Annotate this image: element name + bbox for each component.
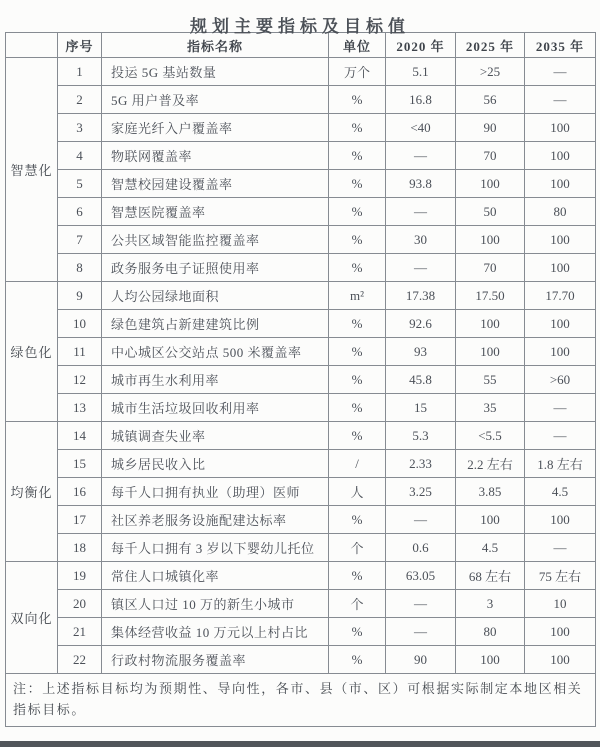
unit: % [329, 394, 386, 422]
indicator-name: 镇区人口过 10 万的新生小城市 [102, 590, 329, 618]
row-seq: 11 [58, 338, 102, 366]
value-2020: 16.8 [386, 86, 456, 114]
table-row [6, 282, 596, 310]
unit: / [329, 450, 386, 478]
value-2020: 93 [386, 338, 456, 366]
unit: % [329, 422, 386, 450]
value-2035: 10 [525, 590, 596, 618]
table-row [6, 394, 596, 422]
unit: % [329, 170, 386, 198]
value-2035: 75 左右 [525, 562, 596, 590]
group-label: 均衡化 [6, 422, 58, 562]
unit: 个 [329, 590, 386, 618]
row-seq: 16 [58, 478, 102, 506]
unit: % [329, 618, 386, 646]
row-seq: 12 [58, 366, 102, 394]
indicator-name: 每千人口拥有执业（助理）医师 [102, 478, 329, 506]
unit: % [329, 142, 386, 170]
table-row [6, 450, 596, 478]
value-2035: 100 [525, 506, 596, 534]
value-2025: 3 [456, 590, 525, 618]
unit: % [329, 338, 386, 366]
value-2020: 0.6 [386, 534, 456, 562]
unit: % [329, 226, 386, 254]
row-seq: 21 [58, 618, 102, 646]
note-row [6, 674, 596, 727]
table-row [6, 114, 596, 142]
value-2025: <5.5 [456, 422, 525, 450]
table-row [6, 618, 596, 646]
indicator-name: 5G 用户普及率 [102, 86, 329, 114]
table-row [6, 58, 596, 86]
value-2020: — [386, 506, 456, 534]
unit: 人 [329, 478, 386, 506]
unit: % [329, 198, 386, 226]
indicator-name: 城乡居民收入比 [102, 450, 329, 478]
indicator-name: 城镇调查失业率 [102, 422, 329, 450]
table-row [6, 338, 596, 366]
indicator-name: 绿色建筑占新建建筑比例 [102, 310, 329, 338]
table-row [6, 366, 596, 394]
row-seq: 7 [58, 226, 102, 254]
value-2020: — [386, 254, 456, 282]
unit: % [329, 506, 386, 534]
table-body [6, 58, 596, 674]
indicator-name: 投运 5G 基站数量 [102, 58, 329, 86]
indicator-name: 人均公园绿地面积 [102, 282, 329, 310]
table-row [6, 590, 596, 618]
indicator-name: 每千人口拥有 3 岁以下婴幼儿托位 [102, 534, 329, 562]
value-2025: 100 [456, 170, 525, 198]
row-seq: 8 [58, 254, 102, 282]
unit: m² [329, 282, 386, 310]
table-row [6, 254, 596, 282]
value-2025: 17.50 [456, 282, 525, 310]
value-2020: — [386, 618, 456, 646]
indicator-name: 社区养老服务设施配建达标率 [102, 506, 329, 534]
table-row [6, 170, 596, 198]
value-2020: 15 [386, 394, 456, 422]
indicator-name: 智慧校园建设覆盖率 [102, 170, 329, 198]
value-2020: 2.33 [386, 450, 456, 478]
table-row [6, 534, 596, 562]
row-seq: 18 [58, 534, 102, 562]
header-name: 指标名称 [102, 33, 329, 58]
value-2035: 100 [525, 646, 596, 674]
value-2025: 68 左右 [456, 562, 525, 590]
table-row [6, 562, 596, 590]
row-seq: 20 [58, 590, 102, 618]
row-seq: 17 [58, 506, 102, 534]
header-group [6, 33, 58, 58]
value-2020: <40 [386, 114, 456, 142]
value-2035: — [525, 422, 596, 450]
indicator-name: 家庭光纤入户覆盖率 [102, 114, 329, 142]
indicator-name: 城市再生水利用率 [102, 366, 329, 394]
value-2025: 100 [456, 506, 525, 534]
value-2025: 4.5 [456, 534, 525, 562]
table-row [6, 506, 596, 534]
value-2025: >25 [456, 58, 525, 86]
header-2020: 2020 年 [386, 33, 456, 58]
group-label: 双向化 [6, 562, 58, 674]
value-2035: — [525, 86, 596, 114]
row-seq: 9 [58, 282, 102, 310]
value-2020: 5.1 [386, 58, 456, 86]
value-2025: 100 [456, 338, 525, 366]
value-2020: — [386, 142, 456, 170]
value-2035: >60 [525, 366, 596, 394]
value-2025: 35 [456, 394, 525, 422]
value-2035: 1.8 左右 [525, 450, 596, 478]
value-2025: 55 [456, 366, 525, 394]
indicator-name: 政务服务电子证照使用率 [102, 254, 329, 282]
value-2025: 56 [456, 86, 525, 114]
unit: % [329, 254, 386, 282]
group-label: 智慧化 [6, 58, 58, 282]
table-row [6, 226, 596, 254]
unit: % [329, 366, 386, 394]
row-seq: 3 [58, 114, 102, 142]
table-row [6, 310, 596, 338]
row-seq: 19 [58, 562, 102, 590]
unit: % [329, 310, 386, 338]
value-2035: 100 [525, 142, 596, 170]
value-2025: 90 [456, 114, 525, 142]
table-row [6, 422, 596, 450]
value-2035: — [525, 534, 596, 562]
header-2035: 2035 年 [525, 33, 596, 58]
unit: % [329, 562, 386, 590]
table-row [6, 86, 596, 114]
row-seq: 2 [58, 86, 102, 114]
row-seq: 22 [58, 646, 102, 674]
value-2020: 5.3 [386, 422, 456, 450]
page-bottom-edge [0, 741, 600, 747]
header-2025: 2025 年 [456, 33, 525, 58]
indicator-name: 物联网覆盖率 [102, 142, 329, 170]
value-2035: 100 [525, 338, 596, 366]
unit: % [329, 646, 386, 674]
unit: 万个 [329, 58, 386, 86]
value-2025: 3.85 [456, 478, 525, 506]
table-footer [6, 674, 596, 727]
value-2020: 30 [386, 226, 456, 254]
value-2035: 4.5 [525, 478, 596, 506]
value-2020: 63.05 [386, 562, 456, 590]
indicator-name: 中心城区公交站点 500 米覆盖率 [102, 338, 329, 366]
unit: % [329, 86, 386, 114]
table-row [6, 198, 596, 226]
indicator-name: 行政村物流服务覆盖率 [102, 646, 329, 674]
indicator-name: 集体经营收益 10 万元以上村占比 [102, 618, 329, 646]
value-2020: 92.6 [386, 310, 456, 338]
table-note: 注：上述指标目标均为预期性、导向性，各市、县（市、区）可根据实际制定本地区相关指标目标。 [6, 674, 596, 727]
header-unit: 单位 [329, 33, 386, 58]
header-seq: 序号 [58, 33, 102, 58]
value-2020: — [386, 198, 456, 226]
row-seq: 14 [58, 422, 102, 450]
value-2035: — [525, 58, 596, 86]
value-2020: 45.8 [386, 366, 456, 394]
row-seq: 13 [58, 394, 102, 422]
value-2025: 70 [456, 142, 525, 170]
value-2020: 17.38 [386, 282, 456, 310]
value-2025: 80 [456, 618, 525, 646]
unit: % [329, 114, 386, 142]
table-row [6, 646, 596, 674]
indicators-table [5, 32, 596, 727]
row-seq: 5 [58, 170, 102, 198]
row-seq: 1 [58, 58, 102, 86]
page-title: 规划主要指标及目标值 [190, 17, 410, 36]
value-2035: — [525, 394, 596, 422]
table-row [6, 142, 596, 170]
value-2020: 3.25 [386, 478, 456, 506]
value-2035: 100 [525, 254, 596, 282]
value-2035: 100 [525, 310, 596, 338]
indicator-name: 智慧医院覆盖率 [102, 198, 329, 226]
row-seq: 10 [58, 310, 102, 338]
value-2025: 100 [456, 310, 525, 338]
value-2035: 100 [525, 114, 596, 142]
value-2020: 90 [386, 646, 456, 674]
value-2035: 100 [525, 618, 596, 646]
row-seq: 6 [58, 198, 102, 226]
indicator-name: 公共区域智能监控覆盖率 [102, 226, 329, 254]
value-2035: 100 [525, 170, 596, 198]
value-2035: 100 [525, 226, 596, 254]
value-2025: 70 [456, 254, 525, 282]
value-2025: 50 [456, 198, 525, 226]
value-2035: 80 [525, 198, 596, 226]
value-2020: 93.8 [386, 170, 456, 198]
row-seq: 15 [58, 450, 102, 478]
table-row [6, 478, 596, 506]
row-seq: 4 [58, 142, 102, 170]
value-2035: 17.70 [525, 282, 596, 310]
value-2025: 100 [456, 226, 525, 254]
unit: 个 [329, 534, 386, 562]
value-2025: 100 [456, 646, 525, 674]
indicator-name: 常住人口城镇化率 [102, 562, 329, 590]
group-label: 绿色化 [6, 282, 58, 422]
value-2020: — [386, 590, 456, 618]
value-2025: 2.2 左右 [456, 450, 525, 478]
indicator-name: 城市生活垃圾回收利用率 [102, 394, 329, 422]
